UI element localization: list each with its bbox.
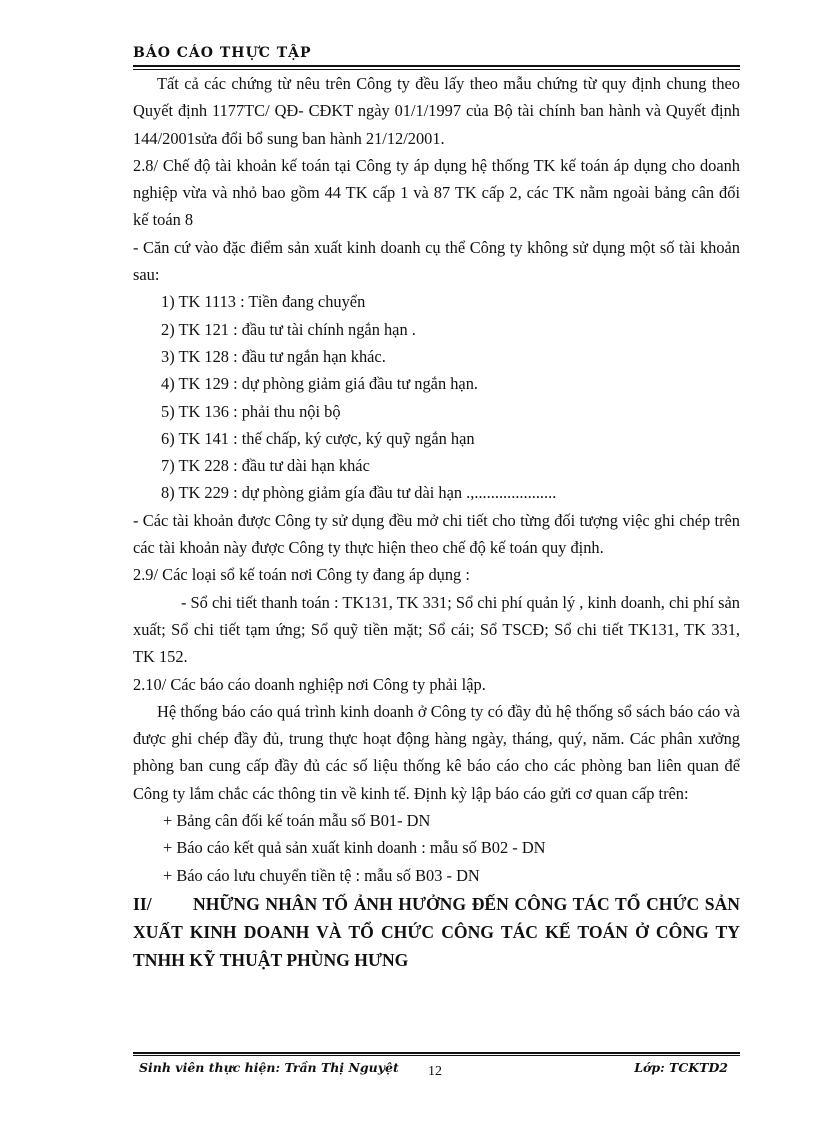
student-name: Sinh viên thực hiện: Trần Thị Nguyệt [139,1060,399,1075]
paragraph-reports-heading: 2.10/ Các báo cáo doanh nghiệp nơi Công ty phải lập. [133,674,486,694]
class-name: Lớp: TCKTD2 [634,1060,728,1075]
list-item: + Bảng cân đối kế toán mẫu số B01- DN [163,811,431,831]
section-heading [133,890,740,974]
list-item: + Báo cáo lưu chuyển tiền tệ : mẫu số B03 - DN [163,865,480,885]
list-item: 6) TK 141 : thế chấp, ký cược, ký quỹ ngắn hạn [161,428,475,448]
page-footer [133,1052,740,1082]
footer-rule [133,1052,740,1056]
page-number: 12 [428,1064,442,1079]
list-item: 7) TK 228 : đầu tư dài hạn khác [161,456,370,476]
document-body [133,70,740,974]
section-number: II/ [133,893,152,914]
section-title: NHỮNG NHÂN TỐ ẢNH HƯỞNG ĐẾN CÔNG TÁC TỔ CHỨC SẢN XUẤT KINH DOANH VÀ TỔ CHỨC CÔNG TÁC KẾ TOÁN Ở CÔNG TY TNHH KỸ THUẬT PHÙNG HƯNG [133,893,740,970]
report-title: BÁO CÁO THỰC TẬP [133,45,312,61]
paragraph-unused-accounts: - Căn cứ vào đặc điểm sản xuất kinh doanh cụ thể Công ty không sử dụng một số tài khoản sau: [133,237,740,285]
list-item: 4) TK 129 : dự phòng giảm giá đầu tư ngắn hạn. [161,374,479,394]
paragraph-ledger-heading: 2.9/ Các loại sổ kế toán nơi Công ty đang áp dụng : [133,565,470,585]
list-item: 2) TK 121 : đầu tư tài chính ngắn hạn . [161,319,416,339]
page-header [133,44,740,70]
paragraph-ledgers: - Sổ chi tiết thanh toán : TK131, TK 331; Sổ chi phí quản lý , kinh doanh, chi phí sản xuất; Sổ chi tiết tạm ứng; Sổ quỹ tiền mặt; Sổ cái; Sổ TSCĐ; Sổ chi tiết TK131, TK 331, TK 152. [133,592,740,667]
list-item: 5) TK 136 : phải thu nội bộ [161,401,341,421]
unused-accounts-list [133,288,740,506]
paragraph-reporting-system: Hệ thống báo cáo quá trình kinh doanh ở Công ty có đầy đủ hệ thống sổ sách báo cáo và được ghi chép đầy đủ, trung thực hoạt động hàng ngày, tháng, quý, năm. Các phân xưởng phòng ban cung cấp đầy đủ các số liệu thống kê báo cáo cho các phòng ban liên quan để Công ty lắm chắc các thông tin về kinh tế. Định kỳ lập báo cáo gửi cơ quan cấp trên: [133,701,740,803]
list-item: 1) TK 1113 : Tiền đang chuyển [161,292,366,312]
reports-list [133,807,740,889]
paragraph-detail-accounts: - Các tài khoản được Công ty sử dụng đều mở chi tiết cho từng đối tượng việc ghi chép trên các tài khoản này được Công ty thực hiện theo chế độ kế toán quy định. [133,510,740,558]
list-item: 3) TK 128 : đầu tư ngắn hạn khác. [161,346,386,366]
list-item: + Báo cáo kết quả sản xuất kinh doanh : mẫu số B02 - DN [163,838,546,858]
paragraph-account-system: 2.8/ Chế độ tài khoản kế toán tại Công ty áp dụng hệ thống TK kế toán áp dụng cho doanh nghiệp vừa và nhỏ bao gồm 44 TK cấp 1 và 87 TK cấp 2, các TK nằm ngoài bảng cân đối kế toán 8 [133,155,740,230]
paragraph-vouchers: Tất cả các chứng từ nêu trên Công ty đều lấy theo mẫu chứng từ quy định chung theo Quyết định 1177TC/ QĐ- CĐKT ngày 01/1/1997 của Bộ tài chính ban hành và Quyết định 144/2001sửa đổi bổ sung ban hành 21/12/2001. [133,74,740,148]
list-item: 8) TK 229 : dự phòng giảm gía đầu tư dài hạn .,.................... [161,483,557,503]
